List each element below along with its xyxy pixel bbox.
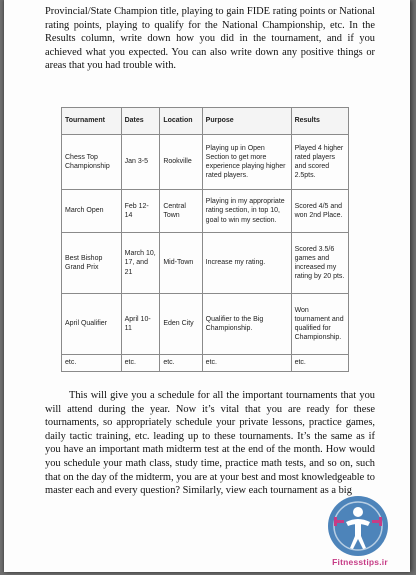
cell-location: Central Town [160,190,202,233]
table-row [62,190,349,233]
document-page [4,0,410,572]
cell-location: Rookville [160,135,202,190]
cell-tournament: Chess Top Championship [62,135,122,190]
cell-location: etc. [160,355,202,372]
cell-purpose: Qualifier to the Big Championship. [202,294,291,355]
cell-dates: March 10, 17, and 21 [121,233,160,294]
cell-results: Scored 3.5/6 games and increased my rating by 20 pts. [291,233,348,294]
cell-tournament: Best Bishop Grand Prix [62,233,122,294]
cell-purpose: etc. [202,355,291,372]
header-results: Results [291,108,348,135]
cell-purpose: Increase my rating. [202,233,291,294]
table-row [62,233,349,294]
header-dates: Dates [121,108,160,135]
table-header-row [62,108,349,135]
cell-results: Played 4 higher rated players and scored 2.5pts. [291,135,348,190]
cell-purpose: Playing in my appropriate rating section, in top 10, goal to win my section. [202,190,291,233]
cell-results: Won tournament and qualified for Championship. [291,294,348,355]
cell-dates: Jan 3-5 [121,135,160,190]
cell-dates: April 10-11 [121,294,160,355]
header-location: Location [160,108,202,135]
header-tournament: Tournament [62,108,122,135]
cell-tournament: March Open [62,190,122,233]
tournament-schedule-table [61,107,349,372]
body-paragraph: This will give you a schedule for all the important tournaments that you will attend during the year. Now it’s vital that you are ready for these tournaments, so appropriately schedule your private lessons, practice games, daily tactic training, etc. leading up to these tournaments. It’s the same as if you have an important math midterm test at the end of the month. How would you schedule your math class, study time, practice math tests, and so on, such that on the day of the midterm, you are at your best and most knowledgeable to master each and every question? Similarly, view each tournament as a big [45,390,375,497]
header-purpose: Purpose [202,108,291,135]
table-row [62,294,349,355]
table-row [62,355,349,372]
cell-tournament: etc. [62,355,122,372]
watermark-text: Fitnesstips.ir [332,557,388,567]
cell-tournament: April Qualifier [62,294,122,355]
cell-location: Eden City [160,294,202,355]
intro-paragraph: Provincial/State Champion title, playing to gain FIDE rating points or National rating points, playing to qualify for the National Championship, etc. In the Results column, write down how you did in the tournament, and if you achieved what you expected. You can also write down any positive things or areas that you had trouble with. [45,6,375,72]
cell-results: Scored 4/5 and won 2nd Place. [291,190,348,233]
table-row [62,135,349,190]
cell-dates: etc. [121,355,160,372]
cell-purpose: Playing up in Open Section to get more experience playing higher rated players. [202,135,291,190]
cell-results: etc. [291,355,348,372]
cell-dates: Feb 12-14 [121,190,160,233]
cell-location: Mid-Town [160,233,202,294]
